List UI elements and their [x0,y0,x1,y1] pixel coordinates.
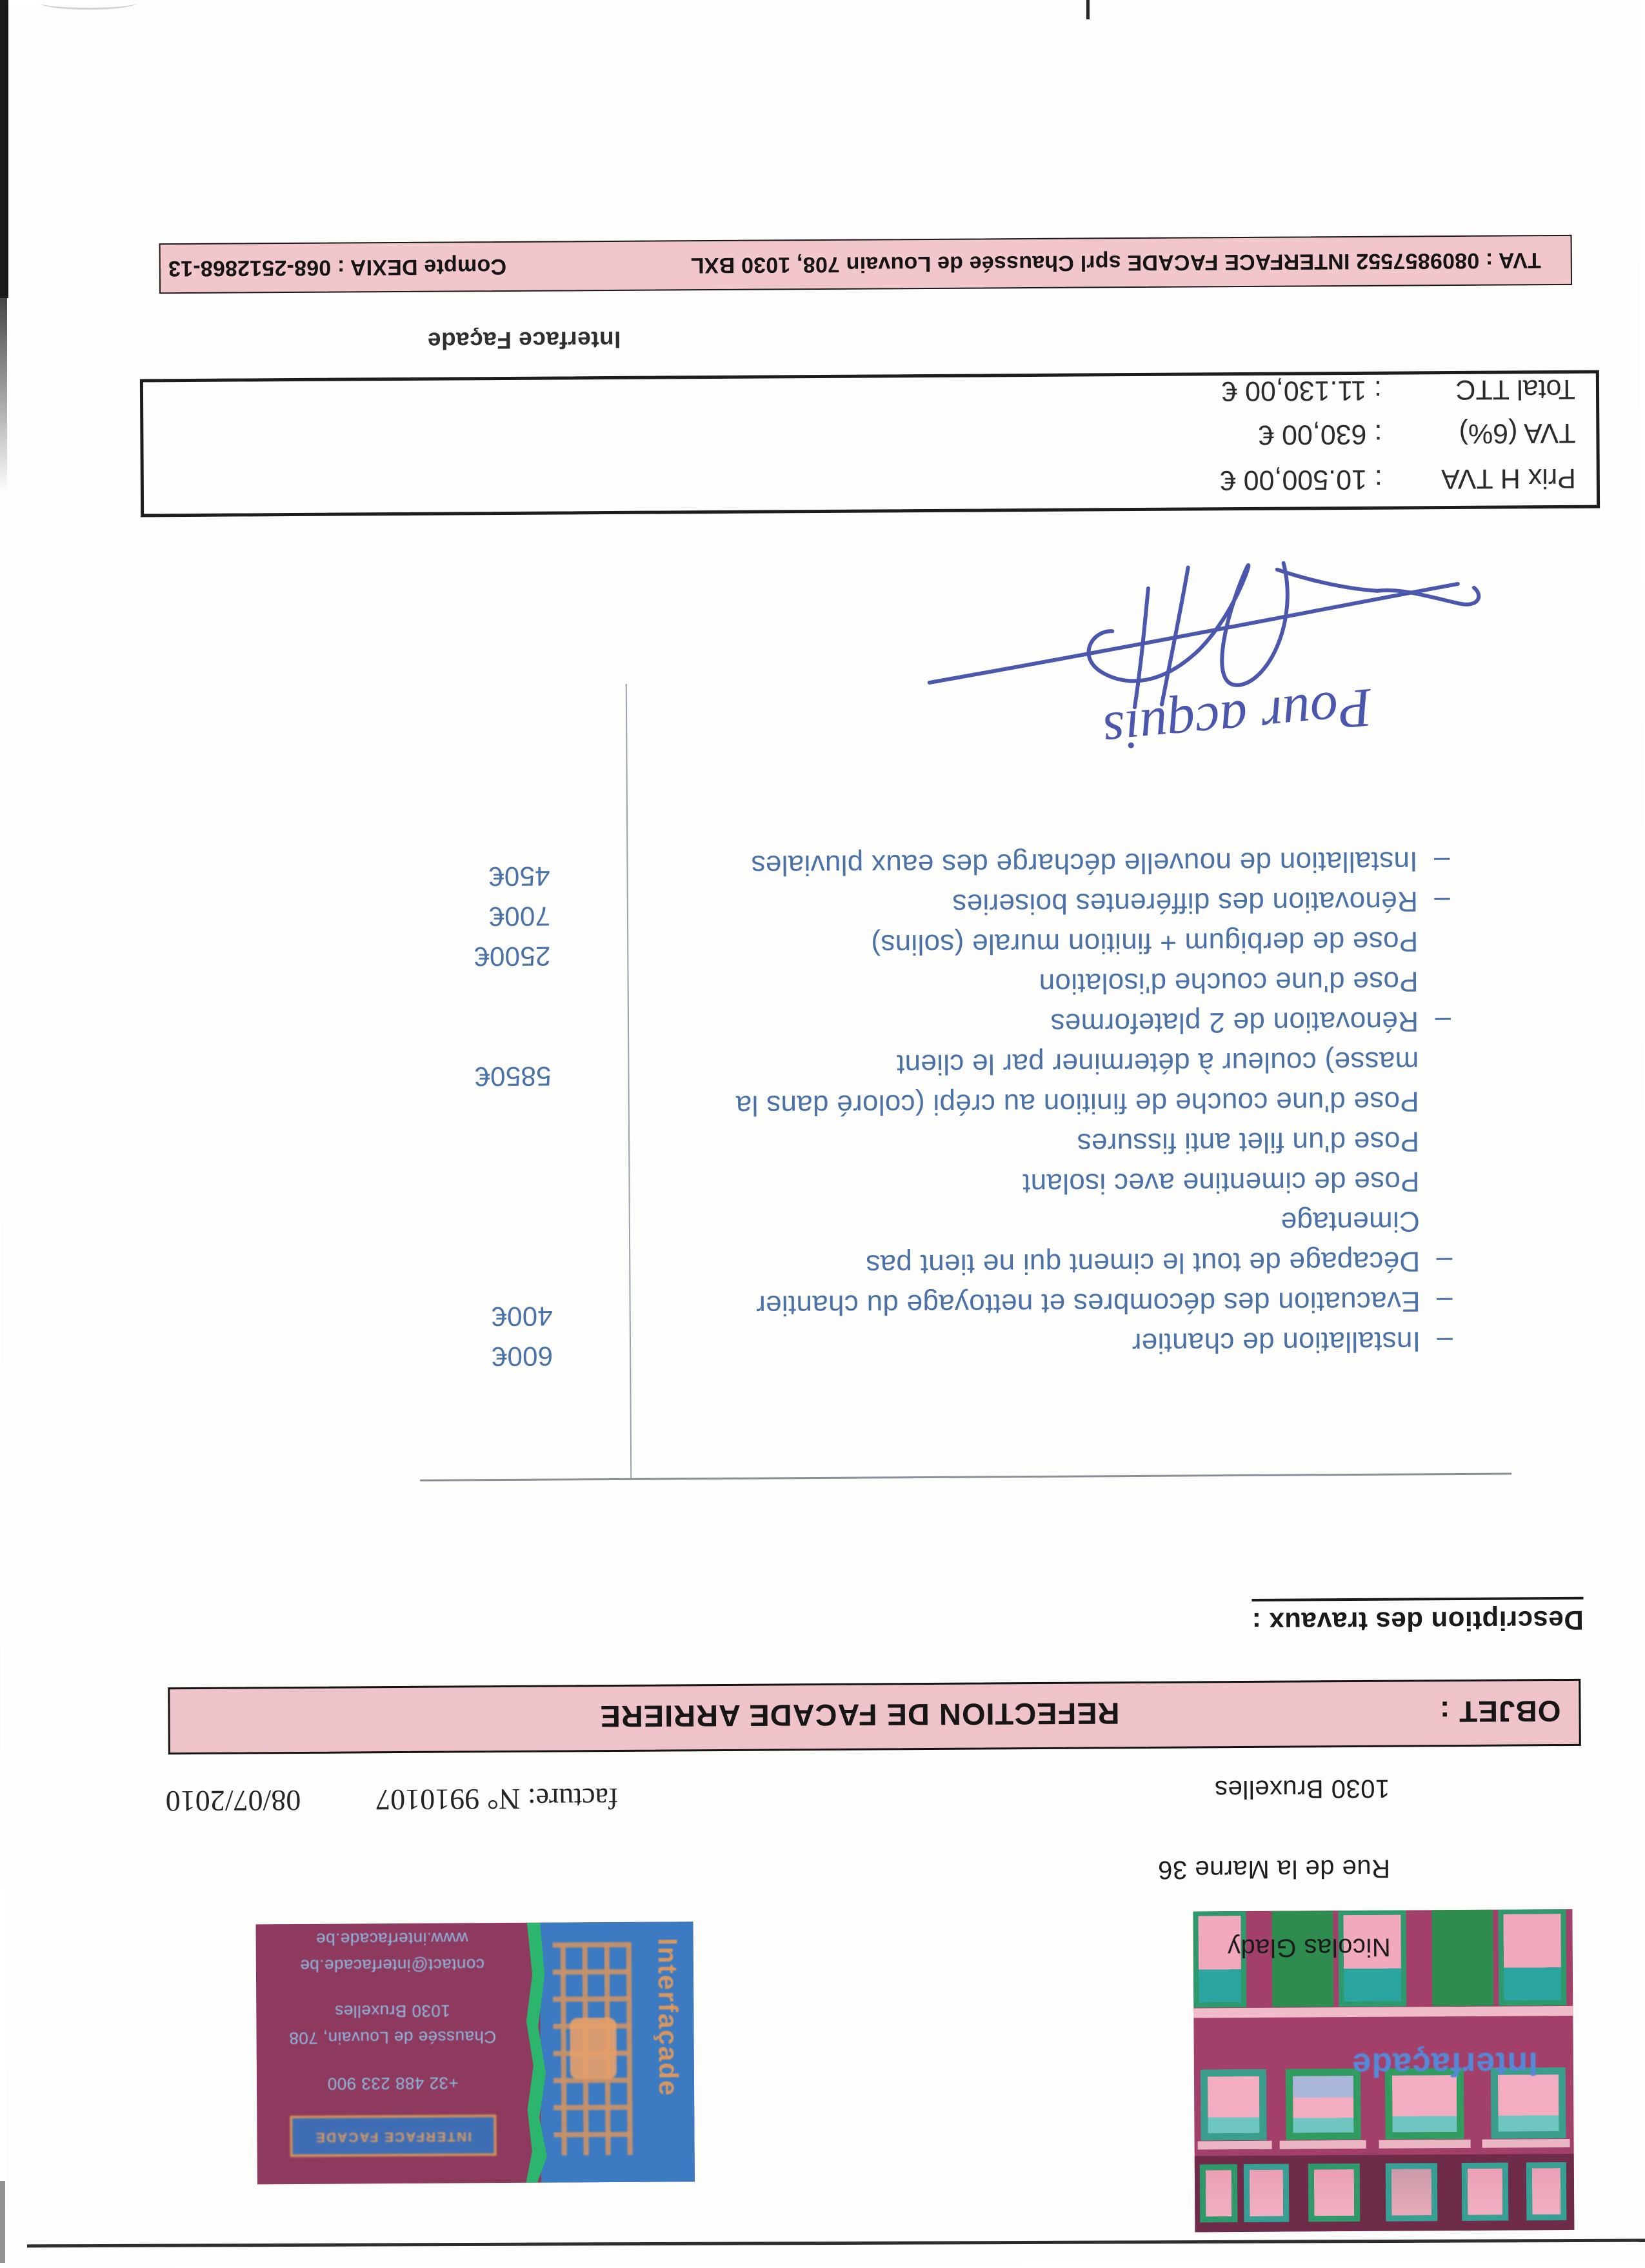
work-item-bullet: – [1421,1325,1453,1357]
business-card [255,1922,694,2184]
scan-edge-left [0,0,8,298]
work-item-price: 5850€ [475,1061,552,1092]
work-item-price: 600€ [492,1341,553,1372]
work-item-bullet: – [1420,1245,1452,1277]
totals-value: : 10.500,00 € [1221,464,1382,496]
work-item-row [756,1285,1453,1321]
facade-window [1308,2163,1361,2222]
work-item-text: masse) couleur à déterminer par le client [897,1045,1419,1080]
footer-banner [159,235,1572,294]
subject-value: REFECTION DE FACADE ARRIERE [599,1696,1119,1734]
company-name: Interface Façade [427,326,621,354]
totals-box [140,370,1600,517]
card-address-city: 1030 Bruxelles [266,2000,518,2022]
work-item-row [751,845,1450,881]
facade-sill [1379,2140,1471,2149]
facade-window [1200,2164,1238,2222]
work-item-text: Pose de derbigum + finition murale (solins) [871,925,1418,960]
scaffold-graphic [570,2018,617,2079]
facade-window [1462,2163,1509,2221]
work-item-row [871,925,1450,960]
work-item-text: Pose d'une couche d'isolation [1039,965,1418,999]
card-website: www.interfacade.be [266,1928,518,1949]
scan-edge-left-fade [0,298,7,492]
work-item-bullet: – [1419,1005,1451,1037]
subject-label: OBJET : [1439,1694,1561,1729]
work-item-row [952,885,1450,920]
facade-sill [1198,2141,1272,2150]
work-item-row [866,1245,1453,1281]
invoice-date: 08/07/2010 [166,1783,301,1818]
subject-banner [168,1679,1581,1754]
work-item-row [897,1045,1451,1080]
footer-bank-account: Compte DEXIA : 068-2512868-13 [168,254,506,281]
facade-window [1498,1909,1566,2006]
work-item-row [1050,1005,1451,1039]
card-company-badge: INTERFACE FACADE [290,2114,496,2157]
footer-vat-address: TVA : 0809857552 INTERFACE FACADE sprl Chaussée de Louvain 708, 1030 BXL [690,248,1540,278]
card-address-street: Chaussée de Louvain, 708 [266,2027,518,2048]
photo-brand-text: Interfaçade [1351,2044,1538,2084]
work-item-row [735,1085,1451,1121]
facade-sill [1482,2139,1570,2148]
card-brand-vertical: Interfaçade [652,1938,684,2163]
totals-value: : 630,00 € [1259,419,1382,450]
work-item-text: Décapage de tout le ciment qui ne tient pas [866,1245,1421,1280]
signature-note: Pour acquis [1101,677,1375,764]
works-rule [420,1472,1511,1481]
totals-label: TVA (6%) [1382,417,1575,450]
facade-window [1201,2069,1267,2141]
work-item-row [1022,1165,1452,1199]
work-item-text: Pose de cimentine avec isolant [1022,1165,1420,1199]
work-item-price: 450€ [489,861,550,892]
totals-row [1221,462,1576,496]
scan-mark-top [1086,0,1090,19]
totals-row [1259,417,1576,450]
work-item-text: Evacuation des décombres et nettoyage du chantier [756,1285,1421,1321]
client-street: Rue de la Marne 36 [1158,1854,1391,1884]
work-item-text: Pose d'une couche de finition au crépi (coloré dans la [735,1085,1419,1121]
client-city: 1030 Bruxelles [1214,1774,1390,1804]
facade-window [1244,2164,1290,2222]
card-email: contact@interfacade.be [266,1954,518,1976]
work-item-text: Rénovation de 2 plateformes [1050,1005,1419,1039]
totals-label: Prix H TVA [1382,462,1576,495]
work-item-price: 2500€ [474,941,551,972]
card-phone: +32 488 233 900 [267,2072,519,2094]
work-item-bullet: – [1418,885,1450,917]
invoice-number: facture: N° 9910107 [375,1781,618,1817]
totals-row [1222,373,1575,406]
work-item-text: Pose d'un filet anti fissures [1077,1125,1419,1159]
works-heading: Description des travaux : [1251,1597,1584,1638]
work-item-price: 400€ [492,1301,553,1332]
facade-sill [1193,2006,1573,2018]
work-item-row [1281,1205,1452,1238]
work-item-row [1132,1325,1453,1359]
work-item-bullet: – [1417,845,1450,877]
signature [902,530,1497,785]
facade-sill [1280,2140,1366,2149]
work-item-text: Installation de nouvelle décharge des eaux pluviales [751,845,1417,881]
works-price-divider [626,684,632,1479]
facade-shutter [1431,1909,1493,2006]
work-item-text: Cimentage [1281,1205,1420,1238]
work-item-bullet: – [1420,1285,1452,1317]
work-item-text: Rénovation des différentes boiseries [952,885,1418,919]
facade-window [1386,2163,1438,2221]
facade-window [1526,2162,1567,2220]
client-name: Nicolas Glady [1227,1932,1391,1963]
facade-window [1286,2069,1361,2140]
work-item-row [1077,1125,1451,1159]
totals-label: Total TTC [1382,373,1575,406]
scan-edge-left-bottom [0,2181,5,2263]
work-item-text: Installation de chantier [1132,1325,1421,1359]
totals-value: : 11.130,00 € [1222,375,1382,407]
work-item-row [1039,965,1450,999]
work-item-price: 700€ [489,901,550,932]
